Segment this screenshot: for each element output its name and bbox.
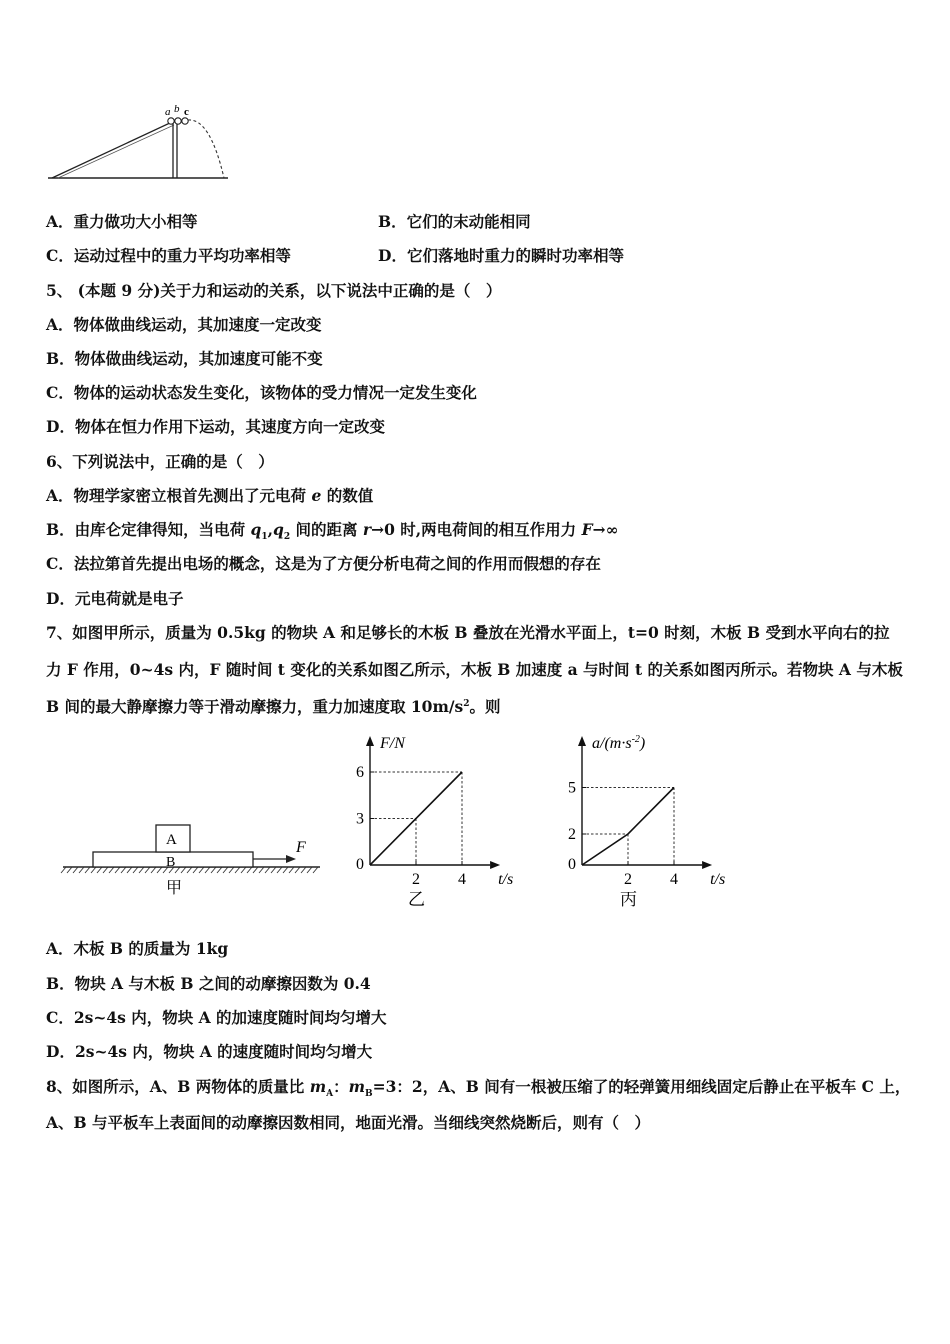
x-tick-label: 4 <box>670 871 678 888</box>
hatch-mark <box>157 867 162 873</box>
q5-option-a: A．物体做曲线运动，其加速度一定改变 <box>46 315 322 334</box>
q6-option-d: D．元电荷就是电子 <box>46 589 184 608</box>
x-axis-label: t/s <box>498 871 514 888</box>
q8-colon: ： <box>333 1077 349 1096</box>
q6-option-b-text: B．由库仑定律得知，当电荷 <box>46 520 251 539</box>
q7-option-a: A．木板 B 的质量为 1kg <box>46 939 229 958</box>
x-tick-label: 0 <box>568 856 576 873</box>
q8-sub-a: A <box>326 1089 334 1100</box>
q7-stem-line-2: 力 F 作用，0~4s 内，F 随时间 t 变化的关系如图乙所示，木板 B 加速度 a 与时间 t 的关系如图丙所示。若物块 A 与木板 <box>46 660 903 679</box>
q6-symbol-F: F <box>581 520 593 539</box>
q6-stem: 6、下列说法中，正确的是（ ） <box>46 452 274 471</box>
y-tick-label: 2 <box>568 826 576 843</box>
y-axis-arrowhead <box>578 736 586 746</box>
q5-option-d: D．物体在恒力作用下运动，其速度方向一定改变 <box>46 417 385 436</box>
q6-symbol-r: r <box>362 520 372 539</box>
q6-option-b-mid: 间的距离 <box>290 520 363 539</box>
jia-label-f: F <box>296 839 306 856</box>
hatch-mark <box>301 867 306 873</box>
ball-b <box>175 118 181 124</box>
incline-figure <box>40 100 240 185</box>
q5-option-b: B．物体做曲线运动，其加速度可能不变 <box>46 349 323 368</box>
hatch-mark <box>121 867 126 873</box>
jia-ground-hatch <box>61 867 318 873</box>
q8-symbol-mA: m <box>309 1077 327 1096</box>
hatch-mark <box>67 867 72 873</box>
q4-option-a: A．重力做功大小相等 <box>46 212 198 231</box>
hatch-mark <box>193 867 198 873</box>
hatch-mark <box>73 867 78 873</box>
hatch-mark <box>115 867 120 873</box>
q7-stem-line-1: 7、如图甲所示，质量为 0.5kg 的物块 A 和足够长的木板 B 叠放在光滑水平面上，t=0 时刻，木板 B 受到水平向右的拉 <box>46 623 890 642</box>
hatch-mark <box>289 867 294 873</box>
y-axis-label-main: a/(m·s <box>592 735 632 752</box>
jia-label-b: B <box>166 855 176 870</box>
hatch-mark <box>265 867 270 873</box>
incline-surface-inner <box>58 125 174 178</box>
x-tick-label: 2 <box>412 871 420 888</box>
y-axis-arrowhead <box>366 736 374 746</box>
hatch-mark <box>187 867 192 873</box>
label-c: c <box>184 106 189 118</box>
hatch-mark <box>307 867 312 873</box>
hatch-mark <box>211 867 216 873</box>
hatch-mark <box>79 867 84 873</box>
hatch-mark <box>175 867 180 873</box>
x-axis-label: t/s <box>710 871 726 888</box>
ball-c <box>182 118 188 124</box>
chart-bing <box>560 728 732 913</box>
hatch-mark <box>271 867 276 873</box>
x-tick-label: 2 <box>624 871 632 888</box>
q8-text-2: =3：2，A、B 间有一根被压缩了的轻弹簧用细线固定后静止在平板车 C 上， <box>372 1077 911 1096</box>
hatch-mark <box>235 867 240 873</box>
hatch-mark <box>91 867 96 873</box>
hatch-mark <box>127 867 132 873</box>
jia-label-a: A <box>166 832 177 848</box>
figure-jia <box>58 815 328 905</box>
q5-stem: 5、 (本题 9 分)关于力和运动的关系，以下说法中正确的是（ ） <box>46 281 502 300</box>
hatch-mark <box>85 867 90 873</box>
q6-option-b-end: →∞ <box>592 520 619 539</box>
incline-surface <box>52 122 172 178</box>
q6-sub-2: 2 <box>283 532 291 543</box>
hatch-mark <box>61 867 66 873</box>
q6-symbol-q2: q <box>273 520 284 539</box>
y-axis-label: F/N <box>380 735 405 752</box>
hatch-mark <box>223 867 228 873</box>
jia-force-arrowhead <box>286 855 296 863</box>
q6-option-b-arrow: →0 时,两电荷间的相互作用力 <box>371 520 582 539</box>
q6-comma: , <box>267 520 274 539</box>
hatch-mark <box>205 867 210 873</box>
hatch-mark <box>277 867 282 873</box>
ball-a <box>168 118 174 124</box>
hatch-mark <box>283 867 288 873</box>
hatch-mark <box>217 867 222 873</box>
x-tick-label: 0 <box>356 856 364 873</box>
q6-symbol-q1: q <box>250 520 262 539</box>
hatch-mark <box>241 867 246 873</box>
hatch-mark <box>97 867 102 873</box>
q6-sub-1: 1 <box>261 532 268 543</box>
y-tick-label: 3 <box>356 810 364 828</box>
q5-option-c: C．物体的运动状态发生变化，该物体的受力情况一定发生变化 <box>46 383 477 402</box>
chart-yi <box>348 728 520 913</box>
hatch-mark <box>259 867 264 873</box>
q4-option-b: B．它们的末动能相同 <box>378 212 531 231</box>
q7-stem-line-3-tail: 。则 <box>469 697 501 716</box>
q7-stem-sup: 2 <box>463 698 470 709</box>
hatch-mark <box>151 867 156 873</box>
hatch-mark <box>199 867 204 873</box>
label-b: b <box>174 103 180 115</box>
q7-stem-line-3 <box>46 695 501 717</box>
q7-option-d: D．2s~4s 内，物块 A 的速度随时间均匀增大 <box>46 1042 373 1061</box>
q6-option-a-text: A．物理学家密立根首先测出了元电荷 <box>46 486 312 505</box>
q6-option-b <box>46 518 618 542</box>
hatch-mark <box>295 867 300 873</box>
x-tick-label: 4 <box>458 871 466 888</box>
projectile-path <box>188 120 224 178</box>
y-tick-label: 6 <box>356 764 364 781</box>
q4-option-c: C．运动过程中的重力平均功率相等 <box>46 246 291 265</box>
x-axis-arrowhead <box>702 861 712 869</box>
q7-option-c: C．2s~4s 内，物块 A 的加速度随时间均匀增大 <box>46 1008 387 1027</box>
q8-stem-line-2: A、B 与平板车上表面间的动摩擦因数相同，地面光滑。当细线突然烧断后，则有（ ） <box>46 1113 651 1132</box>
chart-caption: 丙 <box>620 890 637 909</box>
y-axis-label-close: ) <box>639 735 646 752</box>
jia-caption: 甲 <box>166 880 183 897</box>
q8-text-1: 8、如图所示，A、B 两物体的质量比 <box>46 1077 310 1096</box>
hatch-mark <box>313 867 318 873</box>
q6-symbol-e: e <box>311 486 322 505</box>
hatch-mark <box>181 867 186 873</box>
label-a: a <box>165 106 171 118</box>
q8-sub-b: B <box>365 1089 373 1100</box>
hatch-mark <box>109 867 114 873</box>
y-tick-label: 5 <box>568 779 576 797</box>
q6-option-c: C．法拉第首先提出电场的概念，这是为了方便分析电荷之间的作用而假想的存在 <box>46 554 601 573</box>
hatch-mark <box>247 867 252 873</box>
y-axis-label-sup: -2 <box>631 734 640 745</box>
hatch-mark <box>103 867 108 873</box>
q6-option-a-tail: 的数值 <box>321 486 374 505</box>
q7-stem-line-3-text: B 间的最大静摩擦力等于滑动摩擦力，重力加速度取 10m/s <box>46 697 464 716</box>
hatch-mark <box>145 867 150 873</box>
q8-symbol-mB: m <box>348 1077 366 1096</box>
hatch-mark <box>229 867 234 873</box>
q7-option-b: B．物块 A 与木板 B 之间的动摩擦因数为 0.4 <box>46 974 371 993</box>
hatch-mark <box>139 867 144 873</box>
q6-option-a <box>46 484 373 506</box>
x-axis-arrowhead <box>490 861 500 869</box>
q4-option-d: D．它们落地时重力的瞬时功率相等 <box>378 246 624 265</box>
q8-stem-line-1 <box>46 1075 910 1099</box>
hatch-mark <box>253 867 258 873</box>
hatch-mark <box>133 867 138 873</box>
y-axis-label <box>592 734 645 752</box>
chart-caption: 乙 <box>408 890 425 909</box>
